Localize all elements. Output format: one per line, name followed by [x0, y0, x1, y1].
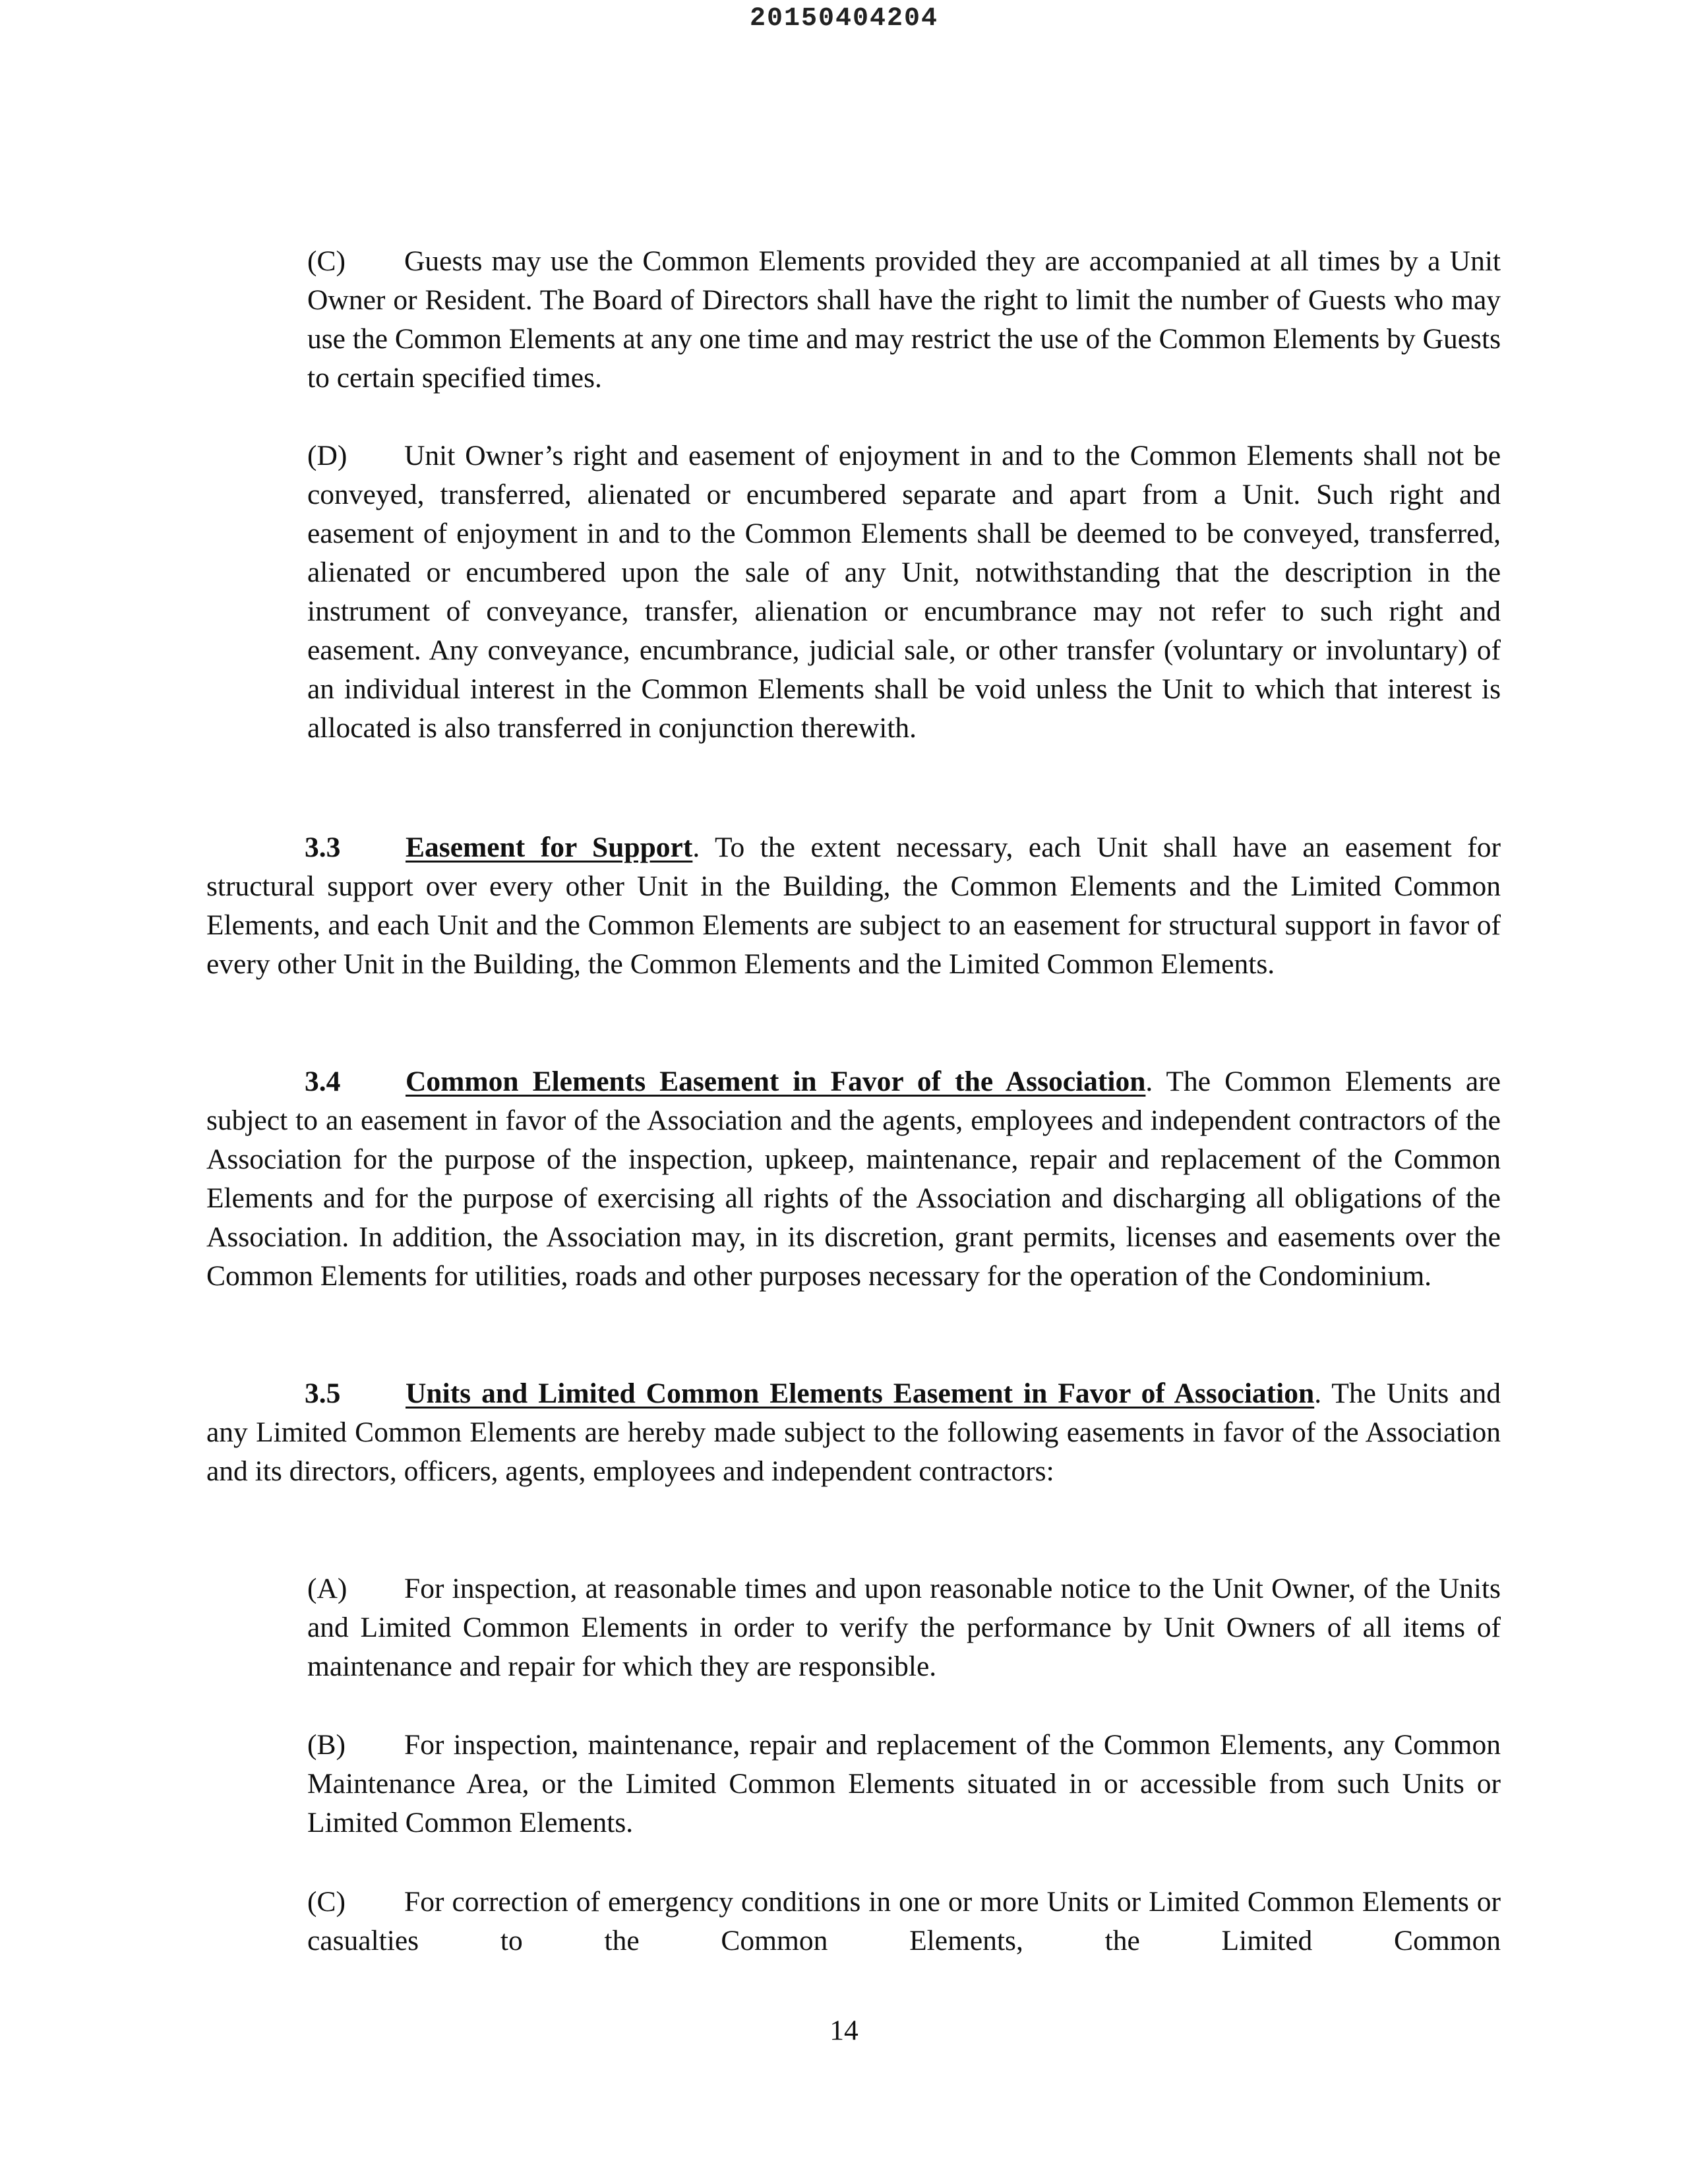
paragraph-text: Guests may use the Common Elements provided they are accompanied at all times by a Unit Owner or Resident. The Board of Directors shall have the right to limit the number of Guests who may use the Common Elements at any one time and may restrict the use of the Common Elements by Guests to certain specified times. — [307, 245, 1501, 394]
subitem-b-maintenance — [307, 1726, 1501, 1842]
subitem-text: For correction of emergency conditions in one or more Units or Limited Common Elements or casualties to the Common Elements, the Limited Common — [307, 1886, 1501, 1957]
section-number: 3.3 — [305, 832, 341, 863]
section-title: Easement for Support — [406, 832, 693, 863]
subitem-text: For inspection, maintenance, repair and replacement of the Common Elements, any Common Maintenance Area, or the Limited Common Elements situated in or accessible from such Units or Limited Common Elements. — [307, 1729, 1501, 1838]
subitem-label: (B) — [307, 1729, 346, 1761]
section-number: 3.5 — [305, 1378, 341, 1409]
section-title: Common Elements Easement in Favor of the Association — [406, 1066, 1146, 1097]
section-3-5-units-lce-easement — [206, 1374, 1501, 1491]
section-number: 3.4 — [305, 1066, 341, 1097]
paragraph-text: Unit Owner’s right and easement of enjoyment in and to the Common Elements shall not be conveyed, transferred, alienated or encumbered separate and apart from a Unit. Such right and easement of enjoyment in and to the Common Elements shall be deemed to be conveyed, transferred, alienated or encumbered upon the sale of any Unit, notwithstanding that the description in the instrument of conveyance, transfer, alienation or encumbrance may not refer to such right and easement. Any conveyance, encumbrance, judicial sale, or other transfer (voluntary or involuntary) of an individual interest in the Common Elements shall be void unless the Unit to which that interest is allocated is also transferred in conjunction therewith. — [307, 440, 1501, 744]
section-text: . The Common Elements are subject to an easement in favor of the Association and the agents, employees and independent contractors of the Association for the purpose of the inspection, upkeep, maintenance, repair and replacement of the Common Elements and for the purpose of exercising all rights of the Association and discharging all obligations of the Association. In addition, the Association may, in its discretion, grant permits, licenses and easements over the Common Elements for utilities, roads and other purposes necessary for the operation of the Condominium. — [206, 1066, 1501, 1292]
section-3-3-easement-for-support — [206, 828, 1501, 984]
document-number-header: 20150404204 — [749, 4, 939, 34]
paragraph-label: (C) — [307, 245, 346, 277]
subitem-text: For inspection, at reasonable times and upon reasonable notice to the Unit Owner, of the Units and Limited Common Elements in order to verify the performance by Unit Owners of all items of maintenance and repair for which they are responsible. — [307, 1573, 1501, 1682]
paragraph-d-easement-enjoyment — [307, 437, 1501, 748]
section-text: . The Units and any Limited Common Elements are hereby made subject to the following easements in favor of the Association and its directors, officers, agents, employees and independent contractors: — [206, 1378, 1501, 1487]
subitem-label: (C) — [307, 1886, 346, 1918]
subitem-label: (A) — [307, 1573, 347, 1604]
section-text: . To the extent necessary, each Unit shall have an easement for structural support over every other Unit in the Building, the Common Elements and the Limited Common Elements, and each Unit and the Common Elements are subject to an easement for structural support in favor of every other Unit in the Building, the Common Elements and the Limited Common Elements. — [206, 832, 1501, 980]
subitem-a-inspection — [307, 1569, 1501, 1686]
subitem-c-emergency — [307, 1883, 1501, 1960]
paragraph-c-guests — [307, 242, 1501, 398]
paragraph-label: (D) — [307, 440, 347, 471]
section-title: Units and Limited Common Elements Easement in Favor of Association — [406, 1378, 1315, 1409]
page-number: 14 — [829, 2015, 859, 2046]
section-3-4-common-elements-easement — [206, 1062, 1501, 1296]
